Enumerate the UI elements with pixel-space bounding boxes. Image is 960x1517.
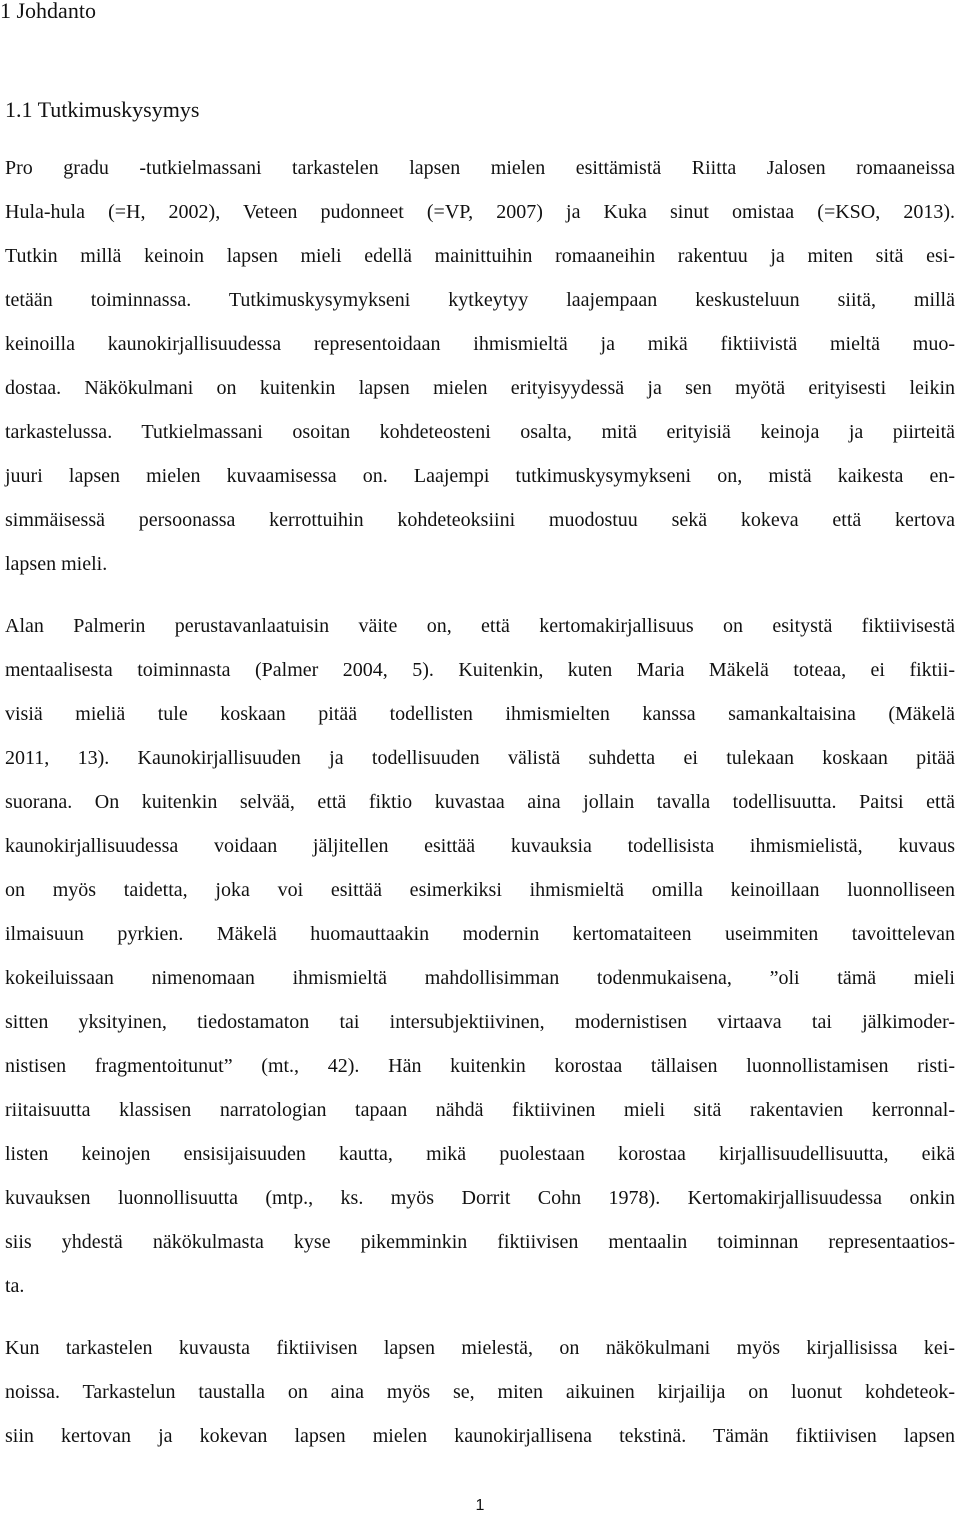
text-line: riitaisuutta klassisen narratologian tapaan nähdä fiktiivinen mieli sitä rakentavien kerronnal-	[5, 1099, 955, 1121]
text-line: noissa. Tarkastelun taustalla on aina myös se, miten aikuinen kirjailija on luonut kohdeteok-	[5, 1381, 955, 1403]
text-line: simmäisessä persoonassa kerrottuihin kohdeteoksiini muodostuu sekä kokeva että kertova	[5, 509, 955, 531]
text-line: siis yhdestä näkökulmasta kyse pikemminkin fiktiivisen mentaalin toiminnan representaatios-	[5, 1231, 955, 1253]
text-line: nistisen fragmentoitunut” (mt., 42). Hän kuitenkin korostaa tällaisen luonnollistamisen risti-	[5, 1055, 955, 1077]
text-line: Tutkin millä keinoin lapsen mieli edellä mainittuihin romaaneihin rakentuu ja miten sitä esi-	[5, 245, 955, 267]
text-line: tetään toiminnassa. Tutkimuskysymykseni kytkeytyy laajempaan keskusteluun siitä, millä	[5, 289, 955, 311]
text-line: keinoilla kaunokirjallisuudessa representoidaan ihmismieltä ja mikä fiktiivistä mieltä muo-	[5, 333, 955, 355]
text-line: lapsen mieli.	[5, 553, 108, 575]
text-line: visiä mieliä tule koskaan pitää todellisten ihmismielten kanssa samankaltaisina (Mäkelä	[5, 703, 955, 725]
text-line: Hula-hula (=H, 2002), Veteen pudonneet (=VP, 2007) ja Kuka sinut omistaa (=KSO, 2013).	[5, 201, 955, 223]
text-line: ta.	[5, 1275, 25, 1297]
paragraph-child-mind	[5, 1326, 955, 1458]
text-line: siin kertovan ja kokevan lapsen mielen kaunokirjallisena tekstinä. Tämän fiktiivisen lapsen	[5, 1425, 955, 1447]
text-line: suorana. On kuitenkin selvää, että fiktio kuvastaa aina jollain tavalla todellisuutta. Paitsi että	[5, 791, 955, 813]
text-line: mentaalisesta toiminnasta (Palmer 2004, 5). Kuitenkin, kuten Maria Mäkelä toteaa, ei fiktii-	[5, 659, 955, 681]
text-line: listen keinojen ensisijaisuuden kautta, mikä puolestaan korostaa kirjallisuudellisuutta, eikä	[5, 1143, 955, 1165]
text-line: on myös taidetta, joka voi esittää esimerkiksi ihmismieltä omilla keinoillaan luonnolliseen	[5, 879, 955, 901]
paragraph-palmer	[5, 604, 955, 1308]
text-line: kuvauksen luonnollisuutta (mtp., ks. myös Dorrit Cohn 1978). Kertomakirjallisuudessa onkin	[5, 1187, 955, 1209]
section-heading: 1.1 Tutkimuskysymys	[5, 97, 200, 122]
text-line: tarkastelussa. Tutkielmassani osoitan kohdeteosteni osalta, mitä erityisiä keinoja ja piirteitä	[5, 421, 955, 443]
chapter-heading: 1 Johdanto	[0, 0, 96, 23]
text-line: juuri lapsen mielen kuvaamisessa on. Laajempi tutkimuskysymykseni on, mistä kaikesta en-	[5, 465, 955, 487]
text-line: 2011, 13). Kaunokirjallisuuden ja todellisuuden välistä suhdetta ei tulekaan koskaan pitää	[5, 747, 955, 769]
text-line: ilmaisuun pyrkien. Mäkelä huomauttaakin modernin kertomataiteen useimmiten tavoittelevan	[5, 923, 955, 945]
text-line: Pro gradu -tutkielmassani tarkastelen lapsen mielen esittämistä Riitta Jalosen romaaneissa	[5, 157, 955, 179]
page-number: 1	[475, 1497, 485, 1514]
text-line: dostaa. Näkökulmani on kuitenkin lapsen mielen erityisyydessä ja sen myötä erityisesti leikin	[5, 377, 955, 399]
text-line: sitten yksityinen, tiedostamaton tai intersubjektiivinen, modernistisen virtaava tai jälkimoder-	[5, 1011, 955, 1033]
text-line: Alan Palmerin perustavanlaatuisin väite on, että kertomakirjallisuus on esitystä fiktiivisestä	[5, 615, 955, 637]
text-line: kaunokirjallisuudessa voidaan jäljitellen esittää kuvauksia todellisista ihmismielistä, kuvaus	[5, 835, 955, 857]
paragraph-research-question	[5, 146, 955, 586]
text-line: Kun tarkastelen kuvausta fiktiivisen lapsen mielestä, on näkökulmani myös kirjallisissa kei-	[5, 1337, 955, 1359]
text-line: kokeiluissaan nimenomaan ihmismieltä mahdollisimman todenmukaisena, ”oli tämä mieli	[5, 967, 955, 989]
